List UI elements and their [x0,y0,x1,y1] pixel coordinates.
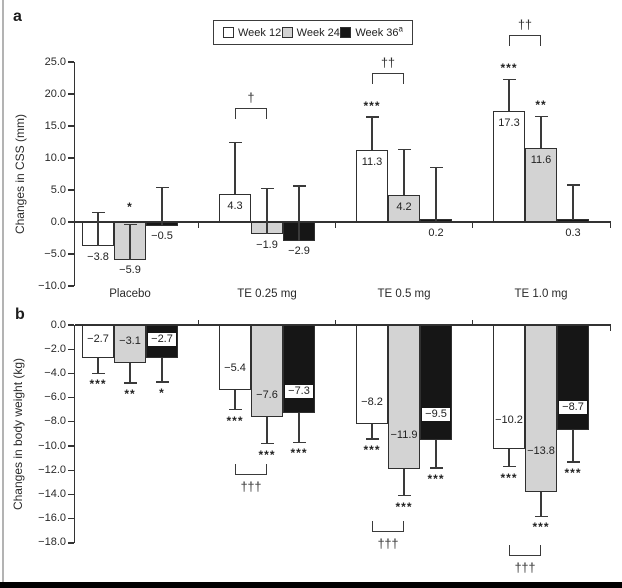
y-tick-label: −8.0 [44,415,66,428]
x-tick [472,320,473,325]
legend-item-week24 [282,27,340,39]
significance-stars: *** [89,377,107,392]
value-label [411,408,461,421]
x-axis-end-tick [610,223,611,228]
y-tick [68,445,74,446]
error-bar-cap [503,466,516,467]
significance-stars: *** [363,442,381,457]
y-tick-label: −10.0 [38,439,66,452]
value-label-box: −9.5 [422,408,450,421]
value-label: −5.4 [224,362,246,375]
significance-bracket [372,73,404,84]
error-bar-line [234,390,235,409]
bar-week12-te05mg [356,325,388,424]
value-label: −1.9 [256,238,278,251]
error-bar-line [435,168,436,221]
error-bar-cap [156,187,169,188]
x-tick [335,223,336,228]
error-bar-line [97,358,98,374]
bar-week12-te025mg [219,325,251,390]
y-tick [68,518,74,519]
error-bar-line [371,117,372,150]
significance-stars: *** [226,413,244,428]
category-label: TE 0.25 mg [237,288,297,300]
y-tick-label: 10.0 [44,151,66,164]
error-bar-cap [124,382,137,383]
error-bar-cap [535,116,548,117]
value-label: −11.9 [390,428,418,441]
significance-bracket [509,545,541,556]
error-bar-cap [261,188,274,189]
y-tick [68,494,74,495]
error-bar-cap [366,116,379,117]
error-bar-line [508,79,509,111]
error-bar-line [266,417,267,444]
bar-week36-te05mg [420,325,452,440]
significance-stars: * [159,385,165,400]
error-bar-line [540,116,541,147]
error-bar-cap [535,516,548,517]
panel-a-y-axis-title: Changes in CSS (mm) [13,113,27,235]
value-label [548,401,598,414]
error-bar-cap [567,184,580,185]
y-tick-label: −12.0 [38,463,66,476]
dagger-label: ††† [240,480,262,494]
y-tick-label: −18.0 [38,536,66,549]
significance-stars: *** [427,471,445,486]
significance-stars: *** [564,465,582,480]
y-tick-label: 5.0 [50,183,66,196]
value-label: −3.8 [87,250,109,263]
y-tick-label: −10.0 [38,279,66,292]
significance-stars: ** [124,387,136,402]
x-tick [472,223,473,228]
error-bar-line [371,424,372,439]
x-axis-end-tick [610,326,611,331]
y-tick-label: 15.0 [44,119,66,132]
error-bar-cap [92,373,105,374]
y-tick [68,324,74,325]
significance-stars: *** [395,499,413,514]
y-tick [68,285,74,286]
panel-b-letter: b [15,306,25,323]
panel-a-letter: a [13,8,22,25]
legend-label: Week 12 [238,26,282,39]
y-tick-label: −6.0 [44,391,66,404]
value-label: 0.3 [565,226,581,239]
category-label: TE 0.5 mg [377,288,431,300]
significance-stars: *** [500,470,518,485]
value-label: −3.1 [119,334,141,347]
error-bar-line [508,449,509,467]
error-bar-line [540,492,541,516]
value-label: 0.2 [428,226,444,239]
error-bar-line [298,413,299,442]
value-label: −7.6 [256,389,278,402]
error-bar-line [435,440,436,468]
significance-stars: *** [258,447,276,462]
error-bar-line [572,185,573,220]
dagger-label: ††† [377,537,399,551]
x-tick [335,320,336,325]
value-label: 11.3 [361,155,383,168]
value-label [274,385,324,398]
error-bar-cap [366,438,379,439]
left-frame-line [2,0,4,583]
significance-stars: *** [290,446,308,461]
y-tick-label: 25.0 [44,55,66,68]
value-label: −5.9 [119,264,141,277]
y-tick [68,125,74,126]
error-bar-cap [293,185,306,186]
error-bar-cap [398,495,411,496]
significance-stars: * [127,200,133,214]
category-label: TE 1.0 mg [514,288,568,300]
error-bar-cap [567,461,580,462]
value-label: 17.3 [498,117,520,130]
legend-item-week12 [223,27,281,39]
y-tick [68,542,74,543]
error-bar-cap [293,442,306,443]
dagger-label: †† [381,56,395,70]
x-tick [198,320,199,325]
error-bar-cap [503,79,516,80]
y-tick-label: 0.0 [50,215,66,228]
y-tick [68,189,74,190]
y-tick [68,61,74,62]
value-label-box: −8.7 [559,401,587,414]
y-tick-label: −16.0 [38,512,66,525]
y-tick [68,397,74,398]
y-tick-label: 0.0 [50,318,66,331]
dagger-label: ††† [514,561,536,575]
legend-swatch-icon [223,27,234,38]
error-bar-cap [430,167,443,168]
error-bar-line [572,430,573,461]
y-tick [68,373,74,374]
error-bar-cap [92,212,105,213]
significance-stars: *** [532,520,550,535]
error-bar-cap [261,443,274,444]
panel-b-y-axis-title: Changes in body weight (kg) [11,357,25,511]
bottom-frame-bar [0,582,622,588]
significance-bracket [235,108,267,119]
y-tick-label: −14.0 [38,488,66,501]
dagger-label: †† [518,18,532,32]
y-tick-label: −5.0 [44,247,66,260]
dagger-label: † [247,91,255,105]
legend-item-week36 [340,23,403,39]
value-label-box: −2.7 [148,333,176,346]
significance-stars: *** [363,99,381,114]
legend-label: Week 24 [296,26,340,39]
y-tick-label: 20.0 [44,87,66,100]
y-tick [68,349,74,350]
bar-week36-te10mg [557,325,589,430]
error-bar-line [161,187,162,225]
value-label: −13.8 [527,445,555,458]
error-bar-line [97,212,98,246]
y-tick [68,221,74,222]
value-label: −2.7 [87,333,109,345]
error-bar-line [266,189,267,234]
significance-bracket [509,35,541,46]
legend-swatch-icon [340,27,351,38]
y-tick [68,421,74,422]
legend-box [213,20,413,45]
legend-swatch-icon [282,27,293,38]
significance-stars: *** [500,61,518,76]
error-bar-line [403,150,404,195]
error-bar-line [129,363,130,384]
significance-bracket [235,464,267,475]
y-tick-label: −2.0 [44,342,66,355]
error-bar-cap [156,381,169,382]
y-tick [68,157,74,158]
bar-week12-te10mg [493,325,525,449]
error-bar-cap [124,224,137,225]
value-label-box: −7.3 [285,385,313,398]
value-label: 11.6 [530,153,552,166]
value-label: 4.2 [396,201,412,214]
value-label [137,333,187,346]
error-bar-line [234,143,235,195]
y-tick [68,93,74,94]
error-bar-cap [398,149,411,150]
error-bar-cap [229,409,242,410]
y-tick [68,470,74,471]
category-label: Placebo [109,288,151,300]
value-label: −10.2 [495,413,523,426]
value-label: −0.5 [151,229,173,242]
legend-label-superscript: a [398,23,403,33]
y-axis-line [74,325,75,543]
error-bar-line [129,225,130,260]
error-bar-cap [430,467,443,468]
error-bar-line [161,358,162,382]
value-label: −8.2 [361,396,383,409]
legend-label: Week 36$^a$ [355,23,403,39]
value-label: 4.3 [227,200,243,213]
error-bar-cap [229,142,242,143]
significance-stars: ** [535,98,547,113]
error-bar-line [298,186,299,240]
y-tick-label: −4.0 [44,366,66,379]
error-bar-line [403,469,404,496]
x-tick [198,223,199,228]
value-label: −2.9 [288,245,310,258]
significance-bracket [372,521,404,532]
